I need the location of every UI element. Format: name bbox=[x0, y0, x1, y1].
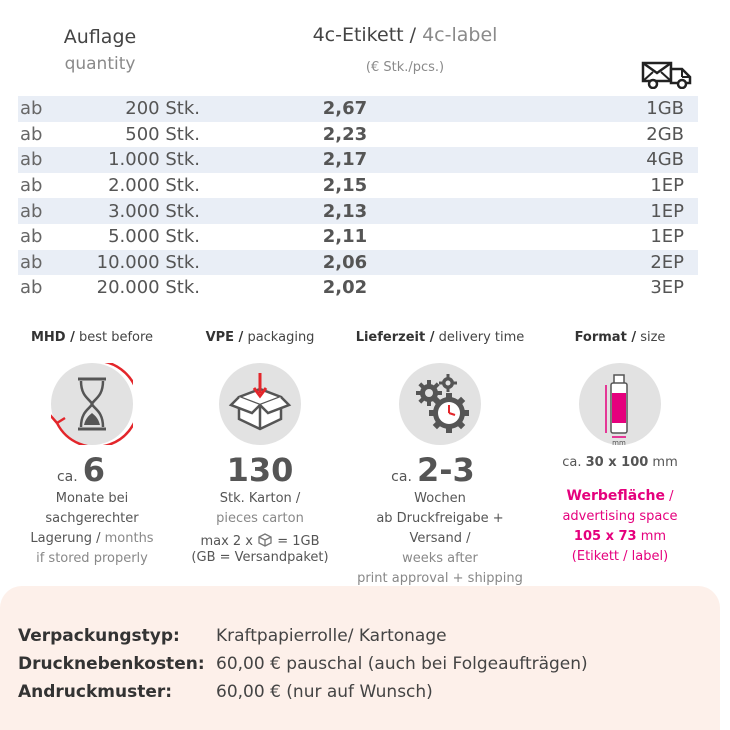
packaging-line2: pieces carton bbox=[216, 511, 304, 526]
row-shipping: 4GB bbox=[490, 147, 698, 173]
row-price: 2,67 bbox=[200, 96, 490, 122]
row-quantity: 5.000 Stk. bbox=[108, 226, 200, 248]
packaging-value: 130 bbox=[226, 451, 294, 489]
delivery-ca: ca. bbox=[391, 469, 412, 485]
format-size: ca. 30 x 100 mm bbox=[562, 455, 678, 470]
price-row bbox=[18, 275, 698, 301]
packaging-note1: max 2 x = 1GB bbox=[200, 534, 320, 549]
row-shipping: 2GB bbox=[646, 123, 684, 145]
ad-space-title: Werbefläche / bbox=[566, 488, 674, 504]
delivery-title: Lieferzeit / delivery time bbox=[355, 330, 525, 345]
delivery-line1: Wochen bbox=[414, 491, 466, 506]
row-prefix: ab bbox=[20, 277, 43, 299]
delivery-line4: print approval + shipping bbox=[357, 571, 523, 586]
row-prefix: ab bbox=[18, 96, 60, 122]
truck-envelope-icon bbox=[641, 57, 693, 89]
row-price: 2,13 bbox=[200, 198, 490, 224]
delivery-section bbox=[350, 330, 530, 589]
row-price: 2,06 bbox=[200, 250, 490, 276]
row-price: 2,17 bbox=[200, 147, 490, 173]
proof-sample-row: Andruckmuster: 60,00 € (nur auf Wunsch) bbox=[18, 682, 433, 702]
price-header bbox=[290, 24, 520, 46]
price-header-en: 4c-label bbox=[422, 24, 498, 46]
shelf-life-line4: if stored properly bbox=[36, 551, 148, 566]
row-prefix: ab bbox=[20, 226, 43, 248]
ad-space-note: (Etikett / label) bbox=[571, 549, 669, 564]
row-prefix: ab bbox=[18, 250, 60, 276]
row-shipping: 2EP bbox=[490, 250, 698, 276]
price-table bbox=[18, 96, 698, 301]
packaging-section bbox=[170, 330, 350, 566]
ad-space-size: 105 x 73 mm bbox=[573, 529, 667, 544]
price-row bbox=[18, 122, 698, 148]
price-header-sep: / bbox=[403, 24, 423, 46]
price-row bbox=[18, 147, 698, 173]
box-icon bbox=[219, 363, 301, 445]
quantity-header-de: Auflage bbox=[63, 26, 137, 48]
row-quantity: 3.000 Stk. bbox=[60, 198, 200, 224]
row-shipping: 1EP bbox=[650, 226, 684, 248]
small-box-icon bbox=[257, 533, 273, 547]
shelf-life-line2: sachgerechter bbox=[45, 511, 139, 526]
delivery-line3: weeks after bbox=[402, 551, 478, 566]
price-header-de: 4c-Etikett bbox=[312, 24, 404, 46]
price-row bbox=[18, 224, 698, 250]
shelf-life-value: 6 bbox=[82, 451, 106, 489]
row-price: 2,11 bbox=[322, 226, 368, 248]
format-section bbox=[530, 330, 710, 567]
price-row bbox=[18, 198, 698, 224]
shelf-life-line1: Monate bei bbox=[55, 491, 129, 506]
quantity-header bbox=[62, 26, 138, 74]
row-quantity: 10.000 Stk. bbox=[60, 250, 200, 276]
row-price: 2,23 bbox=[322, 123, 368, 145]
row-prefix: ab bbox=[18, 147, 60, 173]
shelf-life-section bbox=[2, 330, 182, 569]
row-price: 2,02 bbox=[322, 277, 368, 299]
bottle-label-icon bbox=[579, 363, 661, 445]
row-prefix: ab bbox=[18, 198, 60, 224]
price-row bbox=[18, 250, 698, 276]
shelf-life-title: MHD / best before bbox=[30, 330, 154, 345]
gears-clock-icon bbox=[399, 363, 481, 445]
additional-costs-row: Drucknebenkosten: 60,00 € pauschal (auch bei Folgeaufträgen) bbox=[18, 654, 588, 674]
row-quantity: 1.000 Stk. bbox=[60, 147, 200, 173]
row-quantity: 500 Stk. bbox=[125, 123, 200, 145]
row-quantity: 2.000 Stk. bbox=[108, 175, 200, 197]
price-row bbox=[18, 173, 698, 199]
packaging-title: VPE / packaging bbox=[205, 330, 315, 345]
price-unit: (€ Stk./pcs.) bbox=[365, 60, 445, 75]
format-title: Format / size bbox=[574, 330, 666, 345]
packaging-type-row: Verpackungstyp: Kraftpapierrolle/ Kartonage bbox=[18, 626, 447, 646]
ad-space-en: advertising space bbox=[562, 509, 678, 524]
packaging-line1: Stk. Karton / bbox=[219, 491, 301, 506]
delivery-line2: ab Druckfreigabe + Versand / bbox=[376, 511, 504, 546]
row-quantity: 200 Stk. bbox=[60, 96, 200, 122]
row-shipping: 3EP bbox=[650, 277, 684, 299]
row-shipping: 1EP bbox=[650, 175, 684, 197]
delivery-value: 2-3 bbox=[417, 451, 475, 489]
row-prefix: ab bbox=[20, 123, 43, 145]
packaging-note2: (GB = Versandpaket) bbox=[191, 550, 329, 565]
row-price: 2,15 bbox=[322, 175, 368, 197]
mm-label: mm bbox=[612, 439, 626, 445]
shelf-life-line3: Lagerung / months bbox=[30, 531, 154, 546]
shelf-life-ca: ca. bbox=[56, 469, 78, 485]
price-row bbox=[18, 96, 698, 122]
row-quantity: 20.000 Stk. bbox=[96, 277, 200, 299]
hourglass-icon bbox=[51, 363, 133, 445]
quantity-header-en: quantity bbox=[64, 54, 136, 74]
row-shipping: 1EP bbox=[490, 198, 698, 224]
info-panel bbox=[0, 586, 720, 730]
row-prefix: ab bbox=[20, 175, 43, 197]
row-shipping: 1GB bbox=[490, 96, 698, 122]
